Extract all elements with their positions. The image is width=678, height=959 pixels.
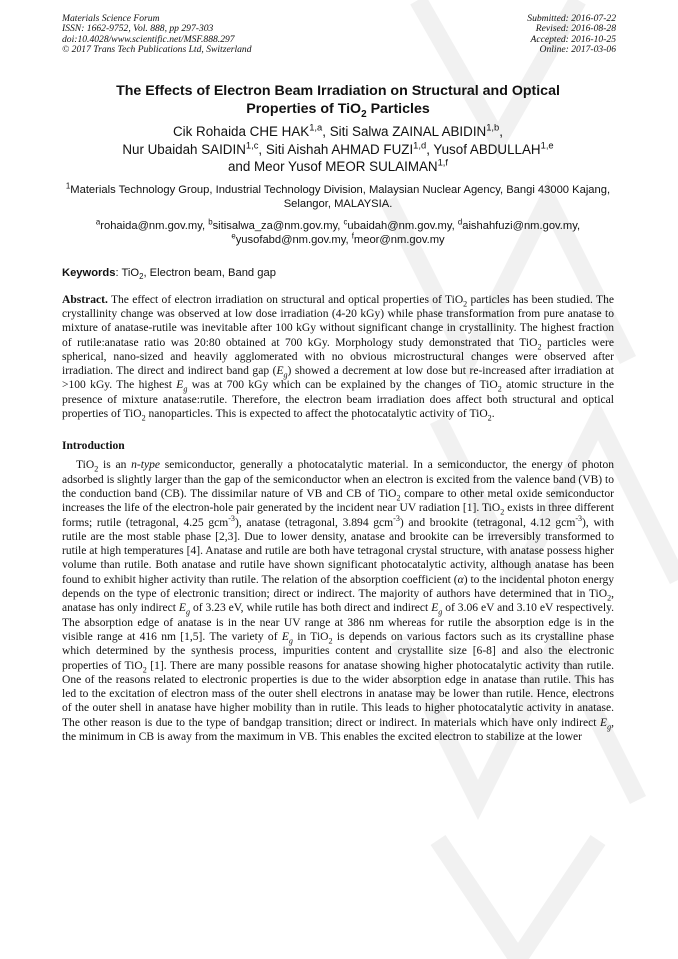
issn: ISSN: 1662-9752, Vol. 888, pp 297-303 — [62, 23, 214, 35]
header-left — [62, 14, 252, 56]
submitted-date: Submitted: 2016-07-22 — [527, 13, 616, 24]
header-right — [527, 14, 616, 56]
paper-title: The Effects of Electron Beam Irradiation on Structural and Optical Properties of TiO$_2$ Particles — [116, 83, 560, 120]
abstract-label: Abstract. — [62, 293, 108, 306]
paper-content — [62, 83, 614, 744]
revised-date: Revised: 2016-08-28 — [535, 23, 616, 35]
section-heading-introduction: Introduction — [62, 440, 125, 453]
affiliation: $^1$Materials Technology Group, Industrial Technology Division, Malaysian Nuclear Agency, Bangi 43000 Kajang, Selangor, MALAYSIA. — [65, 180, 611, 210]
copyright: © 2017 Trans Tech Publications Ltd, Switzerland — [62, 44, 252, 56]
online-date: Online: 2017-03-06 — [539, 44, 616, 56]
accepted-date: Accepted: 2016-10-25 — [530, 33, 616, 45]
keywords: Keywords: TiO$_2$, Electron beam, Band gap — [62, 266, 276, 281]
keywords-label: Keywords — [62, 266, 116, 279]
introduction-paragraph: TiO$_2$ is an n-type semiconductor, generally a photocatalytic material. In a semiconductor, the energy of photon adsorbed is slightly larger than the gap of the semiconductor when an electron is excited from the valence band (VB) to the conduction band (CB). The dissimilar nature of VB and CB of TiO$_2$ compare to other metal oxide semiconductor increases the life of the electron-hole pair generated by the incident near UV radiation [1]. TiO$_2$ exists in three different forms; rutile (tetragonal, 4.25 gcm$^{-3}$), anatase (tetragonal, 3.894 gcm$^{-3}$) and brookite (tetragonal, 4.12 gcm$^{-3}$), with rutile are the most stable phase [2,3]. Due to lower density, anatase and brookite can be irreversibly transformed to rutile at high temperatures [4]. Anatase and rutile are both have tetragonal crystal structure, with anatase possess higher volume than rutile. Both anatase and rutile have shown significant photocatalytic activity, although anatase has been found to exhibit higher activity than rutile. The relation of the absorption coefficient (α) to the incidental photon energy depends on the type of electronic transition; direct or indirect. The majority of authors have determined that in TiO$_2$, anatase has only indirect $E_g$ of 3.23 eV, while rutile has both direct and indirect $E_g$ of 3.06 eV and 3.10 eV respectively. The absorption edge of anatase is in the near UV range at 386 nm whereas for rutile the absorption edge is in the visible range at 416 nm [1,5]. The variety of $E_g$ in TiO$_2$ is depends on various factors such as its crystalline phase which determined by the synthesis process, impurities content and crystallite size [6-8] and also the electronic properties of TiO$_2$ [1]. There are many possible reasons for anatase showing higher photocatalytic activity than rutile. One of the reasons related to electronic properties is due to the wider absorption edge in anatase than rutile. This has led to the excitation of electron mass of the outer shell electrons in anatase may be lower than rutile. Hence, electrons of the outer shell in anatase have higher mobility than in rutile. This leads to higher photocatalytic activity in anatase. The other reason is due to the type of bandgap transition; direct or indirect. In materials which have only indirect $E_g$, the minimum in CB is away from the maximum in VB. This enables the excited electron to stabilize at the lower — [62, 459, 615, 743]
abstract: Abstract. The effect of electron irradiation on structural and optical properties of TiO$_2$ particles has been studied. The crystallinity change was observed at low dose irradiation (4-20 kGy) while phase transformation from pure anatase to mixture of anatase-rutile was inevitable after 100 kGy without significant change in crystallinity. The highest fraction of rutile:anatase ratio was 20:80 obtained at 700 kGy. Morphology study demonstrated that TiO$_2$ particles were spherical, nano-sized and heavily agglomerated with no obvious microstructural changes were observed after irradiation. The direct and indirect band gap $(E_g)$ showed a decrement at low dose but re-increased after irradiation at >100 kGy. The highest $E_g$ was at 700 kGy which can be explained by the changes of TiO$_2$ atomic structure in the presence of mixture anatase:rutile. Therefore, the electron beam irradiation does affect both structural and optical properties of TiO$_2$ nanoparticles. This is expected to affect the photocatalytic activity of TiO$_2$. — [62, 293, 615, 423]
doi: doi:10.4028/www.scientific.net/MSF.888.297 — [62, 33, 235, 45]
author-list: Cik Rohaida CHE HAK$^{1,a}$, Siti Salwa ZAINAL ABIDIN$^{1,b}$, Nur Ubaidah SAIDIN$^{1,c}$, Siti Aishah AHMAD FUZI$^{1,d}$, Yusof ABDULLAH$^{1,e}$ and Meor Yusof MEOR SULAIMAN$^{1,f}$ — [122, 122, 554, 174]
journal-name: Materials Science Forum — [62, 13, 160, 24]
author-emails: $^a$rohaida@nm.gov.my, $^b$sitisalwa_za@nm.gov.my, $^c$ubaidah@nm.gov.my, $^d$aishahfuzi@nm.gov.my, $^e$yusofabd@nm.gov.my, $^f$meor@nm.gov.my — [95, 217, 581, 247]
